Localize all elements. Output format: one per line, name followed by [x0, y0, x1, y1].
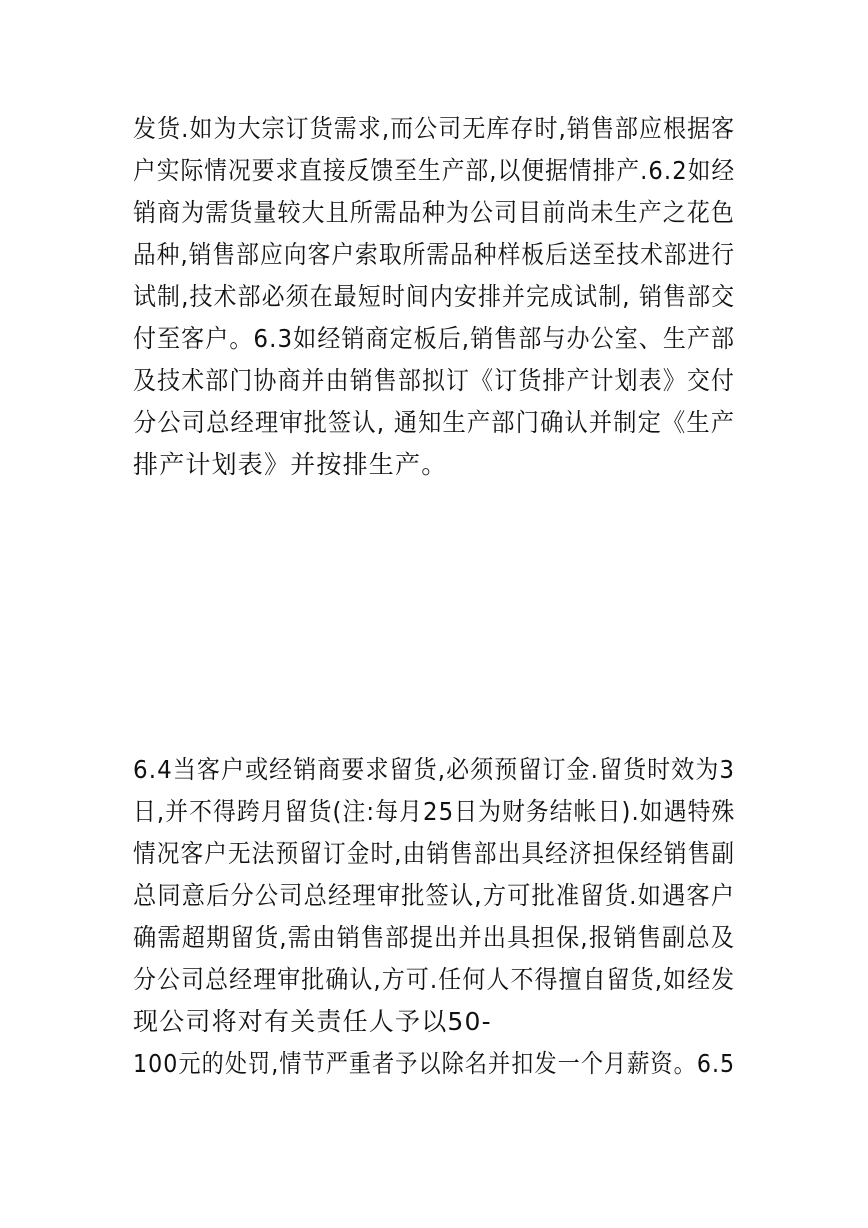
text-line: 100元的处罚,情节严重者予以除名并扣发一个月薪资。6.5 — [133, 1049, 736, 1078]
text-line: 确需超期留货,需由销售部提出并出具担保,报销售副总及 — [133, 923, 736, 952]
text-line: 现公司将对有关责任人予以50- — [133, 1007, 492, 1036]
text-line: 分公司总经理审批确认,方可.任何人不得擅自留货,如经发 — [133, 965, 736, 994]
text-line: 试制,技术部必须在最短时间内安排并完成试制, 销售部交 — [133, 282, 736, 311]
text-line: 发货.如为大宗订货需求,而公司无库存时,销售部应根据客 — [133, 114, 736, 143]
text-line: 品种,销售部应向客户索取所需品种样板后送至技术部进行 — [133, 240, 736, 269]
text-line: 6.4当客户或经销商要求留货,必须预留订金.留货时效为3 — [133, 755, 736, 784]
text-line: 户实际情况要求直接反馈至生产部,以便据情排产.6.2如经 — [133, 156, 736, 185]
text-line: 及技术部门协商并由销售部拟订《订货排产计划表》交付 — [133, 366, 736, 395]
text-line: 分公司总经理审批签认, 通知生产部门确认并制定《生产 — [133, 408, 736, 437]
text-line: 排产计划表》并按排生产。 — [133, 450, 448, 479]
text-line: 总同意后分公司总经理审批签认,方可批准留货.如遇客户 — [133, 881, 736, 910]
text-line: 情况客户无法预留订金时,由销售部出具经济担保经销售副 — [133, 839, 736, 868]
text-line: 日,并不得跨月留货(注:每月25日为财务结帐日).如遇特殊 — [133, 797, 736, 826]
text-line: 销商为需货量较大且所需品种为公司目前尚未生产之花色 — [133, 198, 736, 227]
text-line: 付至客户。6.3如经销商定板后,销售部与办公室、生产部 — [133, 324, 736, 353]
